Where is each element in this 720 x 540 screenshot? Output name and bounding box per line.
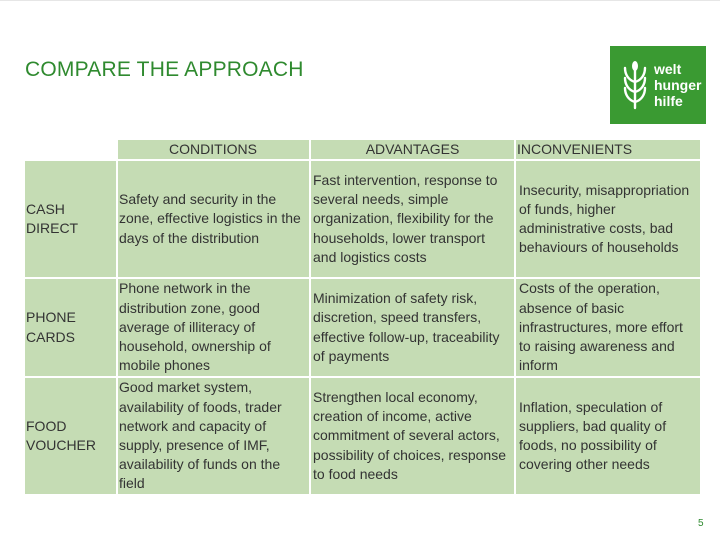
row-label: CASH DIRECT bbox=[25, 161, 116, 277]
logo-line-3: hilfe bbox=[654, 93, 683, 109]
inconvenients-cell: Inflation, speculation of suppliers, bad quality of foods, no possibility of covering other needs bbox=[516, 378, 700, 494]
header-advantages: ADVANTAGES bbox=[311, 140, 514, 159]
wheat-icon bbox=[622, 60, 648, 110]
page-number: 5 bbox=[698, 518, 704, 529]
table-row-phone-cards bbox=[25, 279, 700, 376]
logo-text bbox=[654, 61, 701, 109]
header-conditions: CONDITIONS bbox=[118, 140, 309, 159]
advantages-cell: Strengthen local economy, creation of income, active commitment of several actors, possibility of choices, response to food needs bbox=[311, 378, 514, 494]
table-row-cash-direct bbox=[25, 161, 700, 277]
advantages-cell: Minimization of safety risk, discretion, speed transfers, effective follow-up, traceability of payments bbox=[311, 279, 514, 376]
top-rule bbox=[0, 0, 720, 1]
inconvenients-cell: Insecurity, misappropriation of funds, higher administrative costs, bad behaviours of households bbox=[516, 161, 700, 277]
conditions-cell: Safety and security in the zone, effective logistics in the days of the distribution bbox=[118, 161, 309, 277]
row-label: FOOD VOUCHER bbox=[25, 378, 116, 494]
logo-line-1: welt bbox=[654, 61, 682, 77]
welthungerhilfe-logo bbox=[610, 46, 706, 124]
advantages-cell: Fast intervention, response to several needs, simple organization, flexibility for the households, lower transport and logistics costs bbox=[311, 161, 514, 277]
table-row-food-voucher bbox=[25, 378, 700, 494]
comparison-table bbox=[25, 140, 700, 496]
conditions-cell: Phone network in the distribution zone, good average of illiteracy of household, ownership of mobile phones bbox=[118, 279, 309, 376]
conditions-cell: Good market system, availability of foods, trader network and capacity of supply, presence of IMF, availability of funds on the field bbox=[118, 378, 309, 494]
logo-line-2: hunger bbox=[654, 77, 702, 93]
header-cell-empty bbox=[25, 140, 116, 159]
header-inconvenients: INCONVENIENTS bbox=[516, 140, 700, 159]
row-label: PHONE CARDS bbox=[25, 279, 116, 376]
slide-title: COMPARE THE APPROACH bbox=[25, 58, 304, 81]
table-header-row bbox=[25, 140, 700, 159]
inconvenients-cell: Costs of the operation, absence of basic infrastructures, more effort to raising awareness and inform bbox=[516, 279, 700, 376]
